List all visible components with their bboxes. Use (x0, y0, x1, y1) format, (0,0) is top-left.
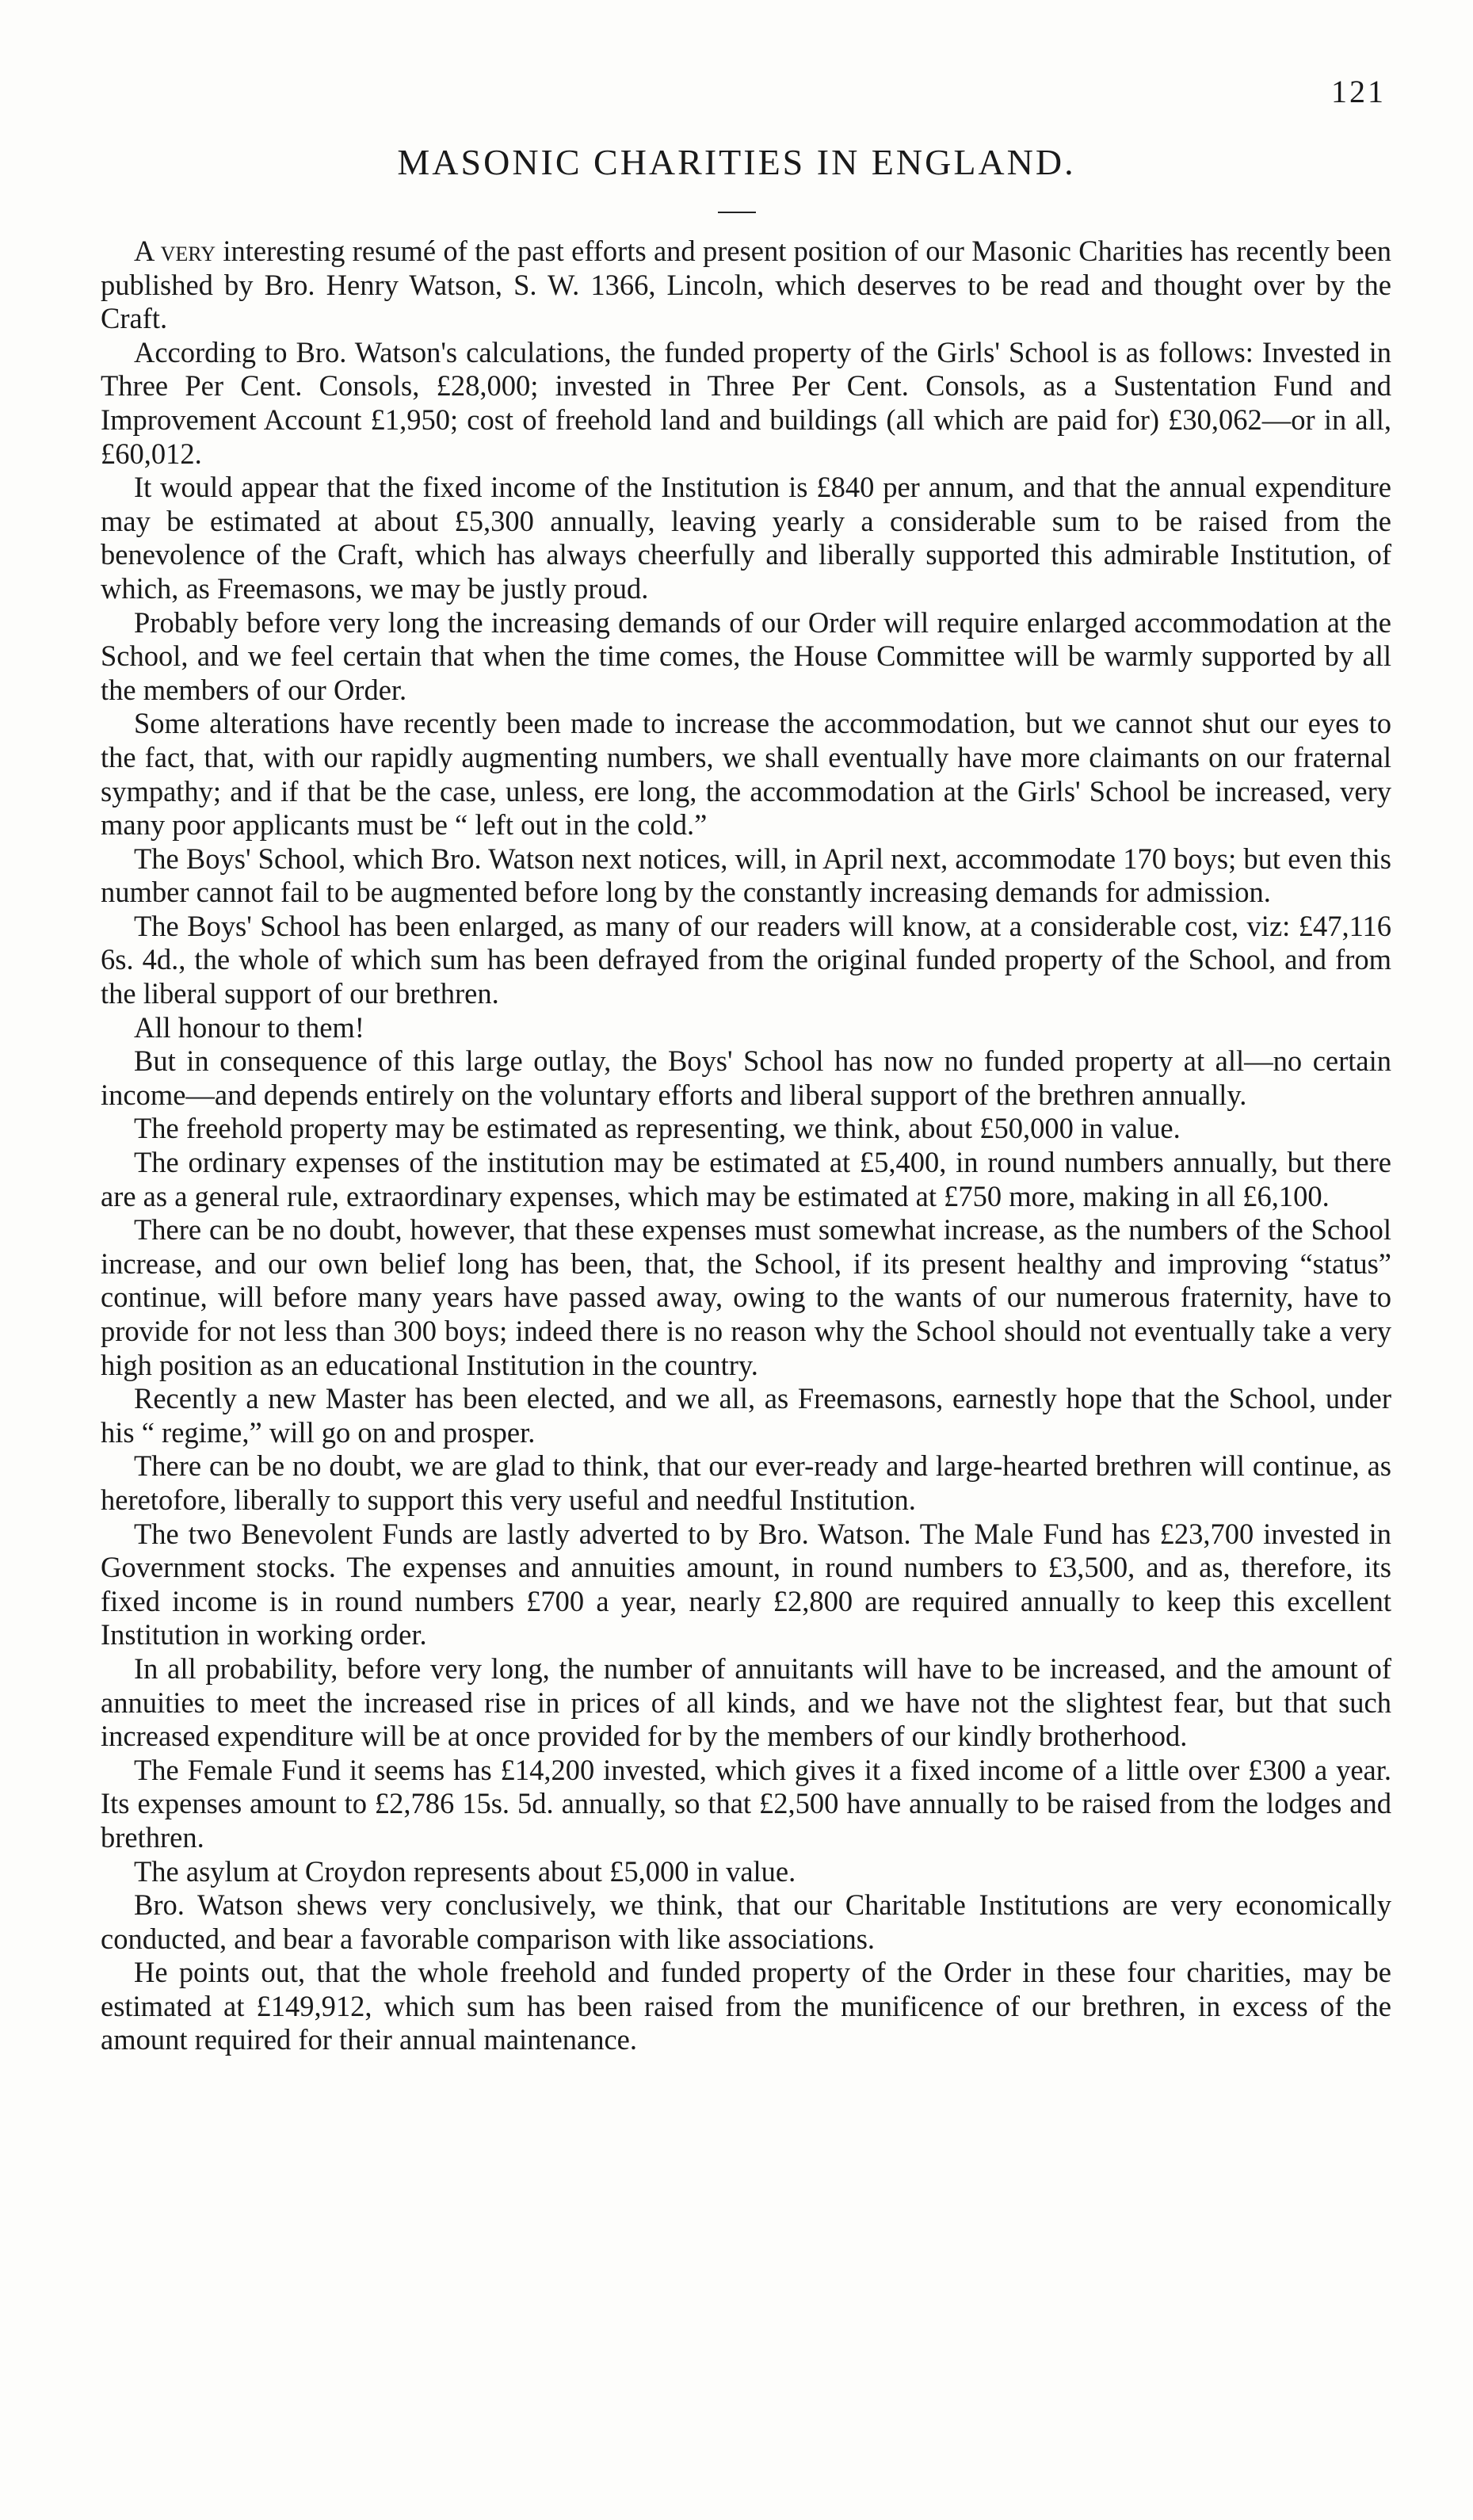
paragraph: Probably before very long the increasing demands of our Order will require enlarged accommodation at the School, and we feel certain that when the time comes, the House Committee will be warmly supported by all the members of our Order. (101, 605, 1391, 706)
title-rule (718, 212, 756, 213)
opening-words: A very (134, 235, 216, 267)
paragraph: The freehold property may be estimated as representing, we think, about £50,000 in value. (134, 1112, 1181, 1145)
paragraph: A very interesting resumé of the past efforts and present position of our Masonic Charities has recently been published by Bro. Henry Watson, S. W. 1366, Lincoln, which deserves to be read and thought over by the Craft. (101, 235, 1392, 335)
page-number: 121 (1331, 74, 1386, 109)
paragraph: There can be no doubt, we are glad to think, that our ever-ready and large-hearted brethren will continue, as heretofore, liberally to support this very useful and needful Institution. (101, 1449, 1391, 1516)
paragraph: The Boys' School, which Bro. Watson next notices, will, in April next, accommodate 170 boys; but even this number cannot fail to be augmented before long by the constantly increasing demands for admission. (101, 842, 1391, 909)
article-title: MASONIC CHARITIES IN ENGLAND. (397, 142, 1076, 182)
paragraph: The Boys' School has been enlarged, as many of our readers will know, at a considerable cost, viz: £47,116 6s. 4d., the whole of which sum has been defrayed from the original funded property of the School, and from the liberal support of our brethren. (101, 909, 1391, 1010)
paragraph: Bro. Watson shews very conclusively, we think, that our Charitable Institutions are very economically conducted, and bear a favorable comparison with like associations. (101, 1888, 1391, 1955)
paragraph: In all probability, before very long, the number of annuitants will have to be increased, and the amount of annuities to meet the increased rise in prices of all kinds, and we have not the slightest fear, but that such increased expenditure will be at once provided for by the members of our kindly brotherhood. (101, 1651, 1391, 1753)
paragraph: He points out, that the whole freehold and funded property of the Order in these four charities, may be estimated at £149,912, which sum has been raised from the munificence of our brethren, in excess of the amount required for their annual maintenance. (101, 1956, 1391, 2056)
paragraph: According to Bro. Watson's calculations, the funded property of the Girls' School is as follows: Invested in Three Per Cent. Consols, £28,000; invested in Three Per Cent. Consols, as a Sustentation Fund and Improvement Account £1,950; cost of freehold land and buildings (all which are paid for) £30,062—or in all, £60,012. (101, 335, 1391, 470)
paragraph: There can be no doubt, however, that these expenses must somewhat increase, as the numbers of the School increase, and our own belief long has been, that, the School, if its present healthy and improving “status” continue, will before many years have passed away, owing to the wants of our numerous fraternity, have to provide for not less than 300 boys; indeed there is no reason why the School should not eventually take a very high position as an educational Institution in the country. (101, 1213, 1391, 1381)
paragraph: The asylum at Croydon represents about £5,000 in value. (134, 1854, 796, 1888)
paragraph: It would appear that the fixed income of the Institution is £840 per annum, and that the annual expenditure may be estimated at about £5,300 annually, leaving yearly a considerable sum to be raised from the benevolence of the Craft, which has always cheerfully and liberally supported this admirable Institution, of which, as Freemasons, we may be justly proud. (101, 471, 1391, 605)
paragraph: Recently a new Master has been elected, and we all, as Freemasons, earnestly hope that the School, under his “ regime,” will go on and prosper. (101, 1382, 1391, 1449)
paragraph: The ordinary expenses of the institution may be estimated at £5,400, in round numbers annually, but there are as a general rule, extraordinary expenses, which may be estimated at £750 more, making in all £6,100. (101, 1146, 1391, 1212)
paragraph: But in consequence of this large outlay, the Boys' School has now no funded property at all—no certain income—and depends entirely on the voluntary efforts and liberal support of the brethren annually. (101, 1044, 1391, 1111)
paragraph: The Female Fund it seems has £14,200 invested, which gives it a fixed income of a little over £300 a year. Its expenses amount to £2,786 15s. 5d. annually, so that £2,500 have annually to be raised from the lodges and brethren. (101, 1753, 1391, 1854)
article-body (101, 235, 1391, 2057)
paragraph: Some alterations have recently been made to increase the accommodation, but we cannot shut our eyes to the fact, that, with our rapidly augmenting numbers, we shall eventually have more claimants on our fraternal sympathy; and if that be the case, unless, ere long, the accommodation at the Girls' School be increased, very many poor applicants must be “ left out in the cold.” (101, 707, 1391, 842)
paragraph: All honour to them! (134, 1010, 364, 1044)
paragraph: The two Benevolent Funds are lastly adverted to by Bro. Watson. The Male Fund has £23,700 invested in Government stocks. The expenses and annuities amount, in round numbers to £3,500, and as, therefore, its fixed income is in round numbers £700 a year, nearly £2,800 are required annually to keep this excellent Institution in working order. (101, 1517, 1391, 1651)
